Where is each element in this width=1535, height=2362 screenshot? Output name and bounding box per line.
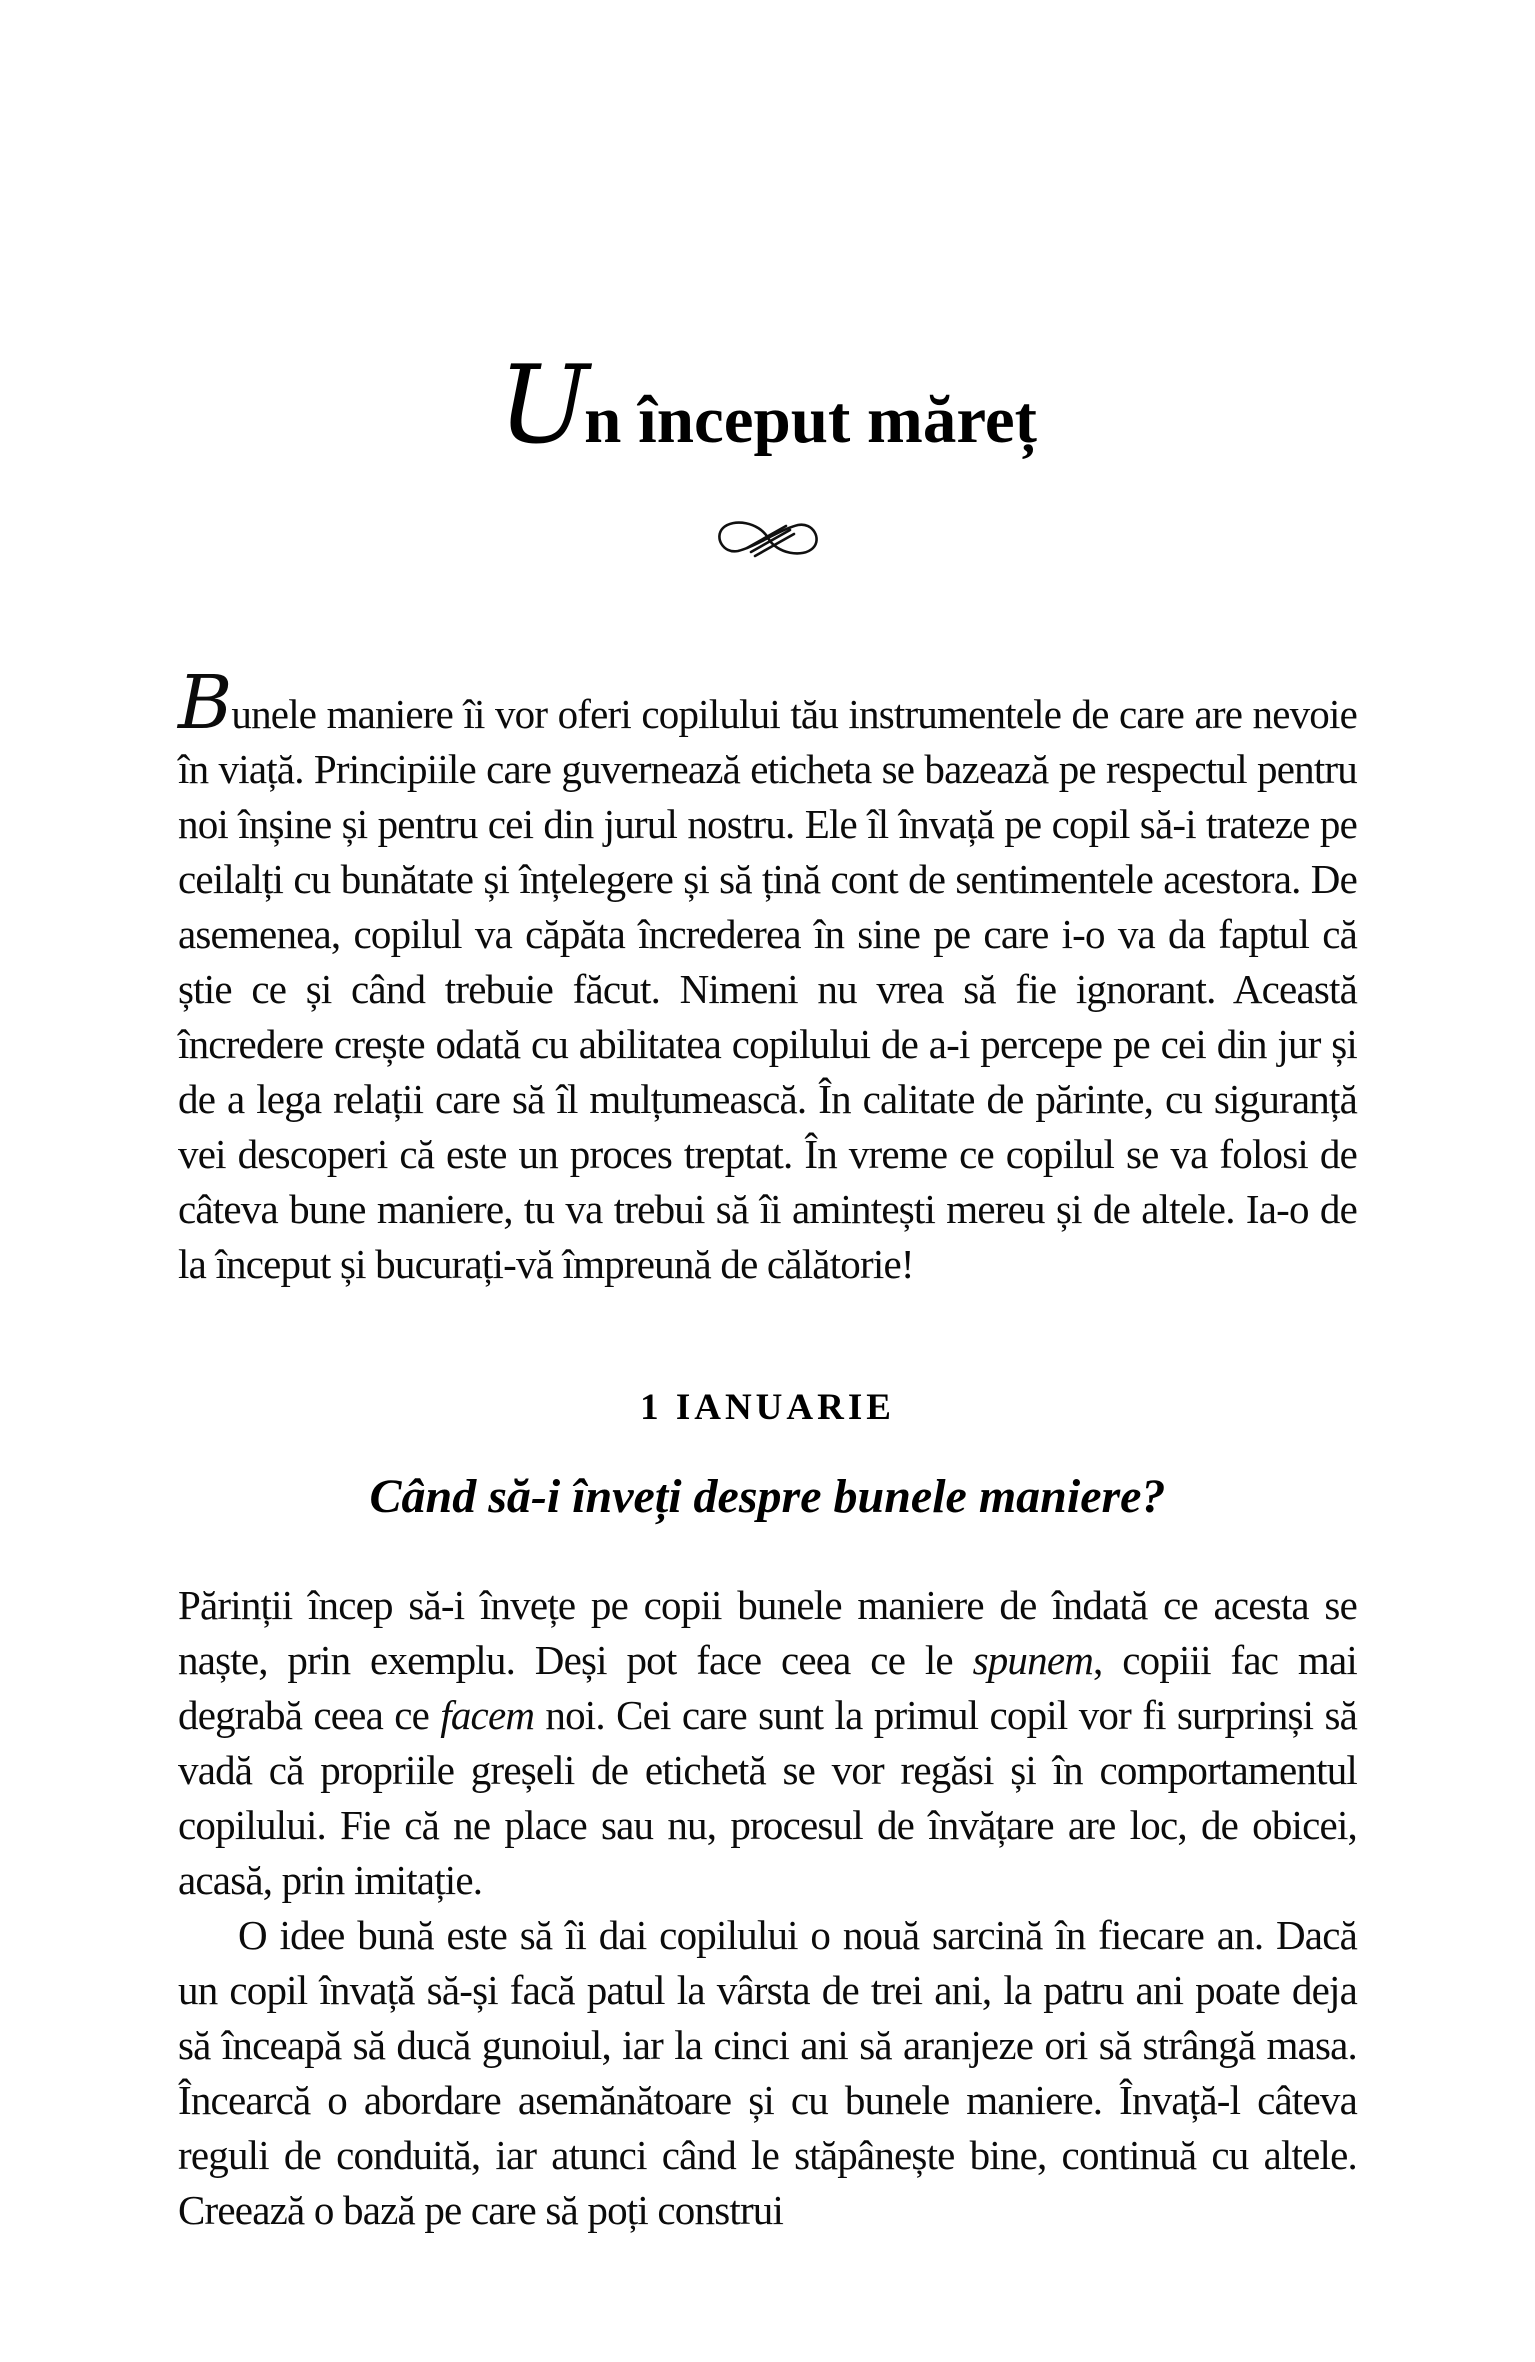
text-segment: O idee bună este să îi dai copilului o nouă sarcină în fiecare an. Dacă un copil învață să-și facă patul la vârsta de trei ani, la patru ani poate deja să înceapă să ducă gunoiul, iar la cinci ani să aranjeze ori să strângă masa. Încearcă o abordare asemănătoare și cu bunele maniere. Învață-l câteva reguli de conduită, iar atunci când le stăpânește bine, continuă cu altele. Creează o bază pe care să poți construi (178, 1911, 1357, 2233)
chapter-title-initial: U (498, 342, 587, 468)
entry-paragraph (178, 1908, 1357, 2238)
emphasized-word: facem (440, 1691, 535, 1738)
text-segment: , copiii fac mai degrabă ceea ce (178, 1636, 1357, 1738)
intro-text: unele maniere îi vor oferi copilului tău instrumentele de care are nevoie în viață. Principiile care guvernează eticheta se bazează pe respectul pentru noi înșine și pentru cei din jurul nostru. Ele îl învață pe copil să-i trateze pe ceilalți cu bunătate și înțelegere și să țină cont de sentimentele acestora. De asemenea, copilul va căpăta încrederea în sine pe care i-o va da faptul că știe ce și când trebuie făcut. Nimeni nu vrea să fie ignorant. Această încredere crește odată cu abilitatea copilului de a-i percepe pe cei din jur și de a lega relații care să îl mulțumească. În calitate de părinte, cu siguranță vei descoperi că este un proces treptat. În vreme ce copilul se va folosi de câteva bune maniere, tu va trebui să îi amintești mereu și de altele. Ia-o de la început și bucurați-vă împreună de călătorie! (178, 690, 1357, 1287)
text-segment: noi. Cei care sunt la primul copil vor fi surprinși să vadă că propriile greșeli de etichetă se vor regăsi și în comportamentul copilului. Fie că ne place sau nu, procesul de învățare are loc, de obicei, acasă, prin imitație. (178, 1691, 1357, 1903)
chapter-title-text: n început măreț (584, 382, 1037, 457)
section-ornament-row (178, 515, 1357, 561)
text-segment: Părinții încep să-i învețe pe copii bunele maniere de îndată ce acesta se naște, prin exemplu. Deși pot face ceea ce le (178, 1581, 1357, 1683)
emphasized-word: spunem (972, 1636, 1094, 1683)
entry-body (178, 1578, 1357, 2238)
intro-paragraph (178, 659, 1357, 1292)
intro-drop-initial: B (178, 659, 232, 746)
chapter-title (178, 342, 1357, 470)
entry-paragraph (178, 1578, 1357, 1908)
flourish-ornament-icon (712, 548, 824, 565)
entry-title: Când să-i înveți despre bunele maniere? (369, 1469, 1166, 1523)
entry-date-heading: 1 IANUARIE (640, 1386, 895, 1428)
